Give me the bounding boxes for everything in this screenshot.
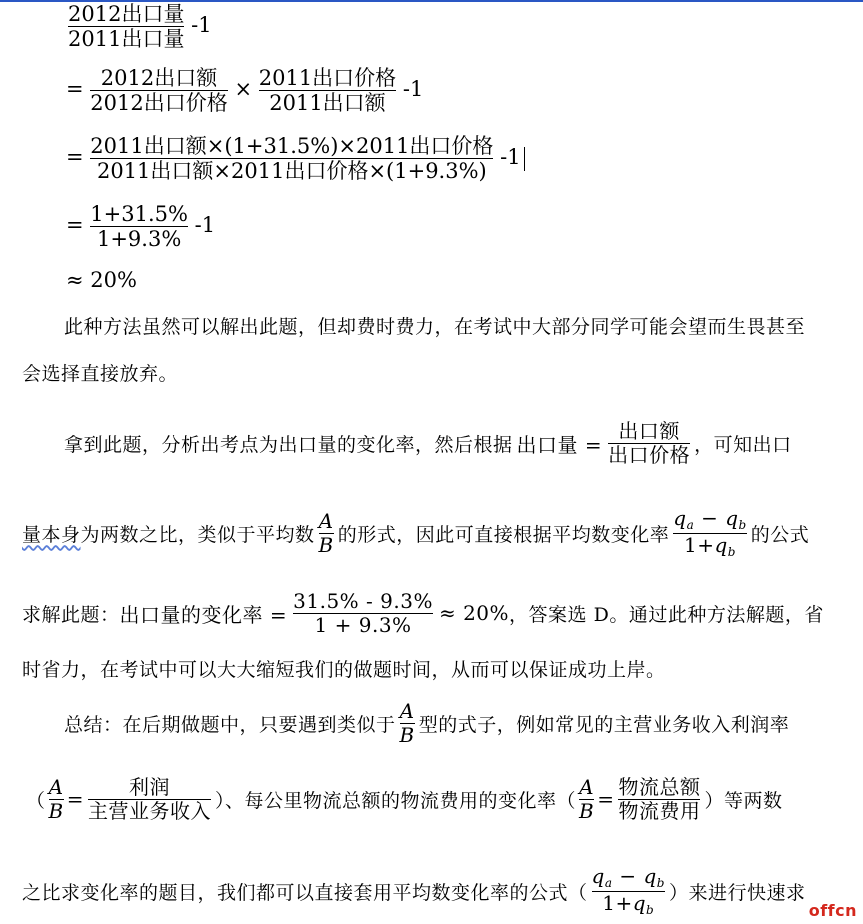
denominator: B xyxy=(579,798,595,823)
text: 总结：在后期做题中，只要遇到类似于 xyxy=(64,713,396,736)
numerator: 2011出口价格 xyxy=(258,66,397,90)
minus: − xyxy=(619,863,637,888)
q-letter: q xyxy=(673,505,687,530)
times-sign: × xyxy=(234,77,253,102)
equals-sign: = xyxy=(597,787,615,811)
denominator: 主营业务收入 xyxy=(87,798,211,823)
text: 之比求变化率的题目，我们都可以直接套用平均数变化率的公式（ xyxy=(22,881,588,904)
denominator: 2012出口价格 xyxy=(90,91,228,116)
subscript: b xyxy=(738,517,747,532)
numerator: 出口额 xyxy=(618,418,680,443)
paragraph-2 xyxy=(64,410,792,476)
text: 1+ xyxy=(602,890,633,915)
fraction xyxy=(68,2,184,51)
minus-one: -1 xyxy=(402,77,424,102)
text: ）、每公里物流总额的物流费用的变化率（ xyxy=(214,789,576,812)
minus-one: -1 xyxy=(194,213,216,238)
paragraph-8 xyxy=(22,858,805,924)
minus-one: -1 xyxy=(500,145,521,170)
denominator: 2011出口额 xyxy=(259,90,396,115)
equals-sign: = xyxy=(66,145,84,170)
numerator xyxy=(592,865,665,891)
paragraph-7 xyxy=(26,766,782,832)
formula-label: 出口量 = xyxy=(516,432,603,457)
fraction xyxy=(592,865,665,918)
equals-sign: = xyxy=(66,787,84,811)
numerator: A xyxy=(579,774,595,799)
denominator: 2011出口量 xyxy=(68,27,185,52)
denominator: B xyxy=(399,722,415,747)
q-letter: q xyxy=(591,863,605,888)
numerator: A xyxy=(318,508,334,533)
minus: − xyxy=(701,505,719,530)
paragraph-4 xyxy=(22,580,824,646)
q-letter: q xyxy=(632,890,647,915)
subscript: a xyxy=(604,875,613,890)
text-cursor xyxy=(524,147,525,171)
equals-sign: = xyxy=(66,213,84,238)
denominator xyxy=(673,533,746,560)
q-letter: q xyxy=(725,505,739,530)
equation-line-4 xyxy=(66,202,215,251)
fraction xyxy=(88,776,211,823)
formula-label: 出口量的变化率 = xyxy=(119,602,288,627)
text: 的形式，因此可直接根据平均数变化率 xyxy=(337,523,670,546)
numerator xyxy=(673,507,746,533)
denominator: 物流费用 xyxy=(618,798,701,823)
result: ≈ 20% xyxy=(438,601,510,625)
subscript: b xyxy=(656,875,665,890)
text: ，答案选 D。通过此种方法解题，省 xyxy=(509,603,824,626)
denominator: 1 + 9.3% xyxy=(293,613,433,637)
fraction xyxy=(579,776,594,823)
text: 的公式 xyxy=(750,523,810,546)
text: 为两数之比，类似于平均数 xyxy=(80,523,315,546)
numerator: 2012出口量 xyxy=(68,2,185,26)
fraction xyxy=(293,590,433,637)
fraction xyxy=(608,420,690,467)
denominator: 2011出口额×2011出口价格×(1+9.3%) xyxy=(90,158,493,183)
q-letter: q xyxy=(643,863,657,888)
equation-line-2 xyxy=(66,66,423,115)
fraction xyxy=(618,776,700,823)
numerator: 2012出口额 xyxy=(100,66,218,90)
numerator: 31.5% - 9.3% xyxy=(293,588,433,613)
text: ）来进行快速求 xyxy=(668,881,806,904)
fraction xyxy=(400,700,415,747)
paragraph-5: 时省力，在考试中可以大大缩短我们的做题时间，从而可以保证成功上岸。 xyxy=(22,659,666,681)
minus-one: -1 xyxy=(191,13,212,38)
q-letter: q xyxy=(714,532,728,557)
text: ，可知出口 xyxy=(694,433,792,456)
text: 拿到此题，分析出考点为出口量的变化率，然后根据 xyxy=(64,433,513,456)
offcn-logo: offcn xyxy=(808,901,857,920)
subscript: a xyxy=(686,517,695,532)
denominator: B xyxy=(318,532,334,557)
text: ）等两数 xyxy=(704,789,783,812)
equals-sign: = xyxy=(66,77,84,102)
text: 型的式子，例如常见的主营业务收入利润率 xyxy=(418,713,790,736)
equation-line-3 xyxy=(66,134,525,183)
paragraph-1-line-2: 会选择直接放弃。 xyxy=(22,363,179,385)
numerator: A xyxy=(399,698,415,723)
spellcheck-underlined-text: 量本身 xyxy=(22,523,81,546)
fraction xyxy=(90,66,227,115)
fraction xyxy=(49,776,64,823)
fraction xyxy=(90,134,493,183)
numerator: 1+31.5% xyxy=(90,202,188,226)
numerator: 利润 xyxy=(128,774,170,799)
text: 求解此题： xyxy=(22,603,120,626)
numerator: A xyxy=(48,774,64,799)
denominator xyxy=(592,891,665,918)
numerator: 2011出口额×(1+31.5%)×2011出口价格 xyxy=(90,134,494,158)
denominator: 1+9.3% xyxy=(90,226,188,251)
subscript: b xyxy=(727,544,736,559)
equation-line-5: ≈ 20% xyxy=(66,268,137,292)
fraction xyxy=(259,66,396,115)
paragraph-1-line-1: 此种方法虽然可以解出此题，但却费时费力，在考试中大部分同学可能会望而生畏甚至 xyxy=(64,316,806,338)
denominator: B xyxy=(48,798,64,823)
denominator: 出口价格 xyxy=(608,442,691,467)
equation-line-1 xyxy=(68,2,212,51)
fraction xyxy=(90,202,188,251)
numerator: 物流总额 xyxy=(618,774,701,799)
fraction xyxy=(673,507,746,560)
paragraph-6 xyxy=(64,690,789,756)
subscript: b xyxy=(646,902,655,917)
paragraph-3 xyxy=(22,500,809,566)
text: 1+ xyxy=(683,532,715,557)
text: （ xyxy=(26,789,46,812)
fraction xyxy=(319,510,334,557)
